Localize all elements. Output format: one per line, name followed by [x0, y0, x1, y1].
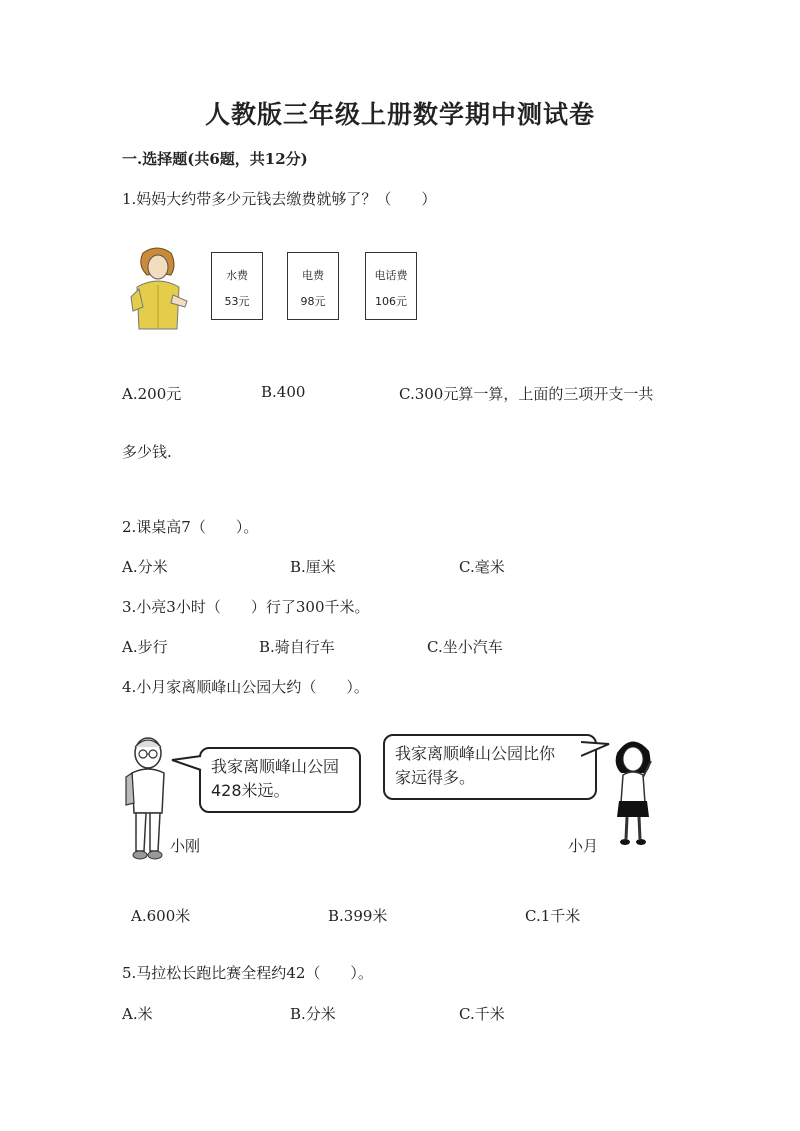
mother-illustration	[125, 245, 190, 333]
boy-xiaogang-illustration	[118, 733, 178, 863]
q1-option-a: A.200元	[122, 385, 182, 403]
q2-option-a: A.分米	[122, 558, 168, 576]
question-5-stem: 5.马拉松长跑比赛全程约42（ ）。	[122, 964, 373, 982]
bill-amount: 98元	[300, 295, 326, 308]
q3-option-b: B.骑自行车	[259, 638, 335, 656]
bubble-line: 我家离顺峰山公园	[211, 757, 340, 776]
q4-option-c: C.1千米	[525, 907, 581, 925]
q4-option-b: B.399米	[328, 907, 388, 925]
speech-bubble-xiaoyue	[383, 734, 597, 800]
name-label-xiaogang: 小刚	[170, 837, 201, 855]
section-heading: 一.选择题(共6题，共12分)	[122, 150, 308, 168]
q5-option-a: A.米	[122, 1005, 153, 1023]
name-label-xiaoyue: 小月	[568, 837, 599, 855]
q4-option-a: A.600米	[131, 907, 191, 925]
question-2-stem: 2.课桌高7（ ）。	[122, 518, 259, 536]
question-4-stem: 4.小月家离顺峰山公园大约（ ）。	[122, 678, 369, 696]
question-3-stem: 3.小亮3小时（ ）行了300千米。	[122, 598, 370, 616]
bill-label: 电话费	[374, 269, 408, 282]
bill-label: 水费	[226, 269, 248, 282]
bill-label: 电费	[302, 269, 324, 282]
q3-option-a: A.步行	[122, 638, 168, 656]
q3-option-c: C.坐小汽车	[427, 638, 503, 656]
bill-amount: 53元	[224, 295, 250, 308]
bubble-line: 我家离顺峰山公园比你	[395, 744, 556, 763]
bill-card-water	[211, 252, 263, 320]
q5-option-b: B.分米	[290, 1005, 336, 1023]
bubble-line: 家远得多。	[395, 768, 476, 787]
bubble-tail-left	[170, 752, 202, 776]
girl-xiaoyue-illustration	[605, 735, 660, 850]
page-title: 人教版三年级上册数学期中测试卷	[204, 100, 595, 129]
q5-option-c: C.千米	[459, 1005, 505, 1023]
q1-option-c-continuation: 多少钱.	[122, 443, 172, 461]
q1-option-b: B.400	[261, 383, 306, 401]
q2-option-c: C.毫米	[459, 558, 505, 576]
bill-amount: 106元	[375, 295, 407, 308]
bubble-line: 428米远。	[211, 781, 290, 800]
q2-option-b: B.厘米	[290, 558, 336, 576]
bill-card-electricity	[287, 252, 339, 320]
bill-card-phone	[365, 252, 417, 320]
question-1-stem: 1.妈妈大约带多少元钱去缴费就够了？（ ）	[122, 190, 437, 208]
speech-bubble-xiaogang	[199, 747, 361, 813]
q1-option-c: C.300元算一算，上面的三项开支一共	[399, 385, 654, 403]
